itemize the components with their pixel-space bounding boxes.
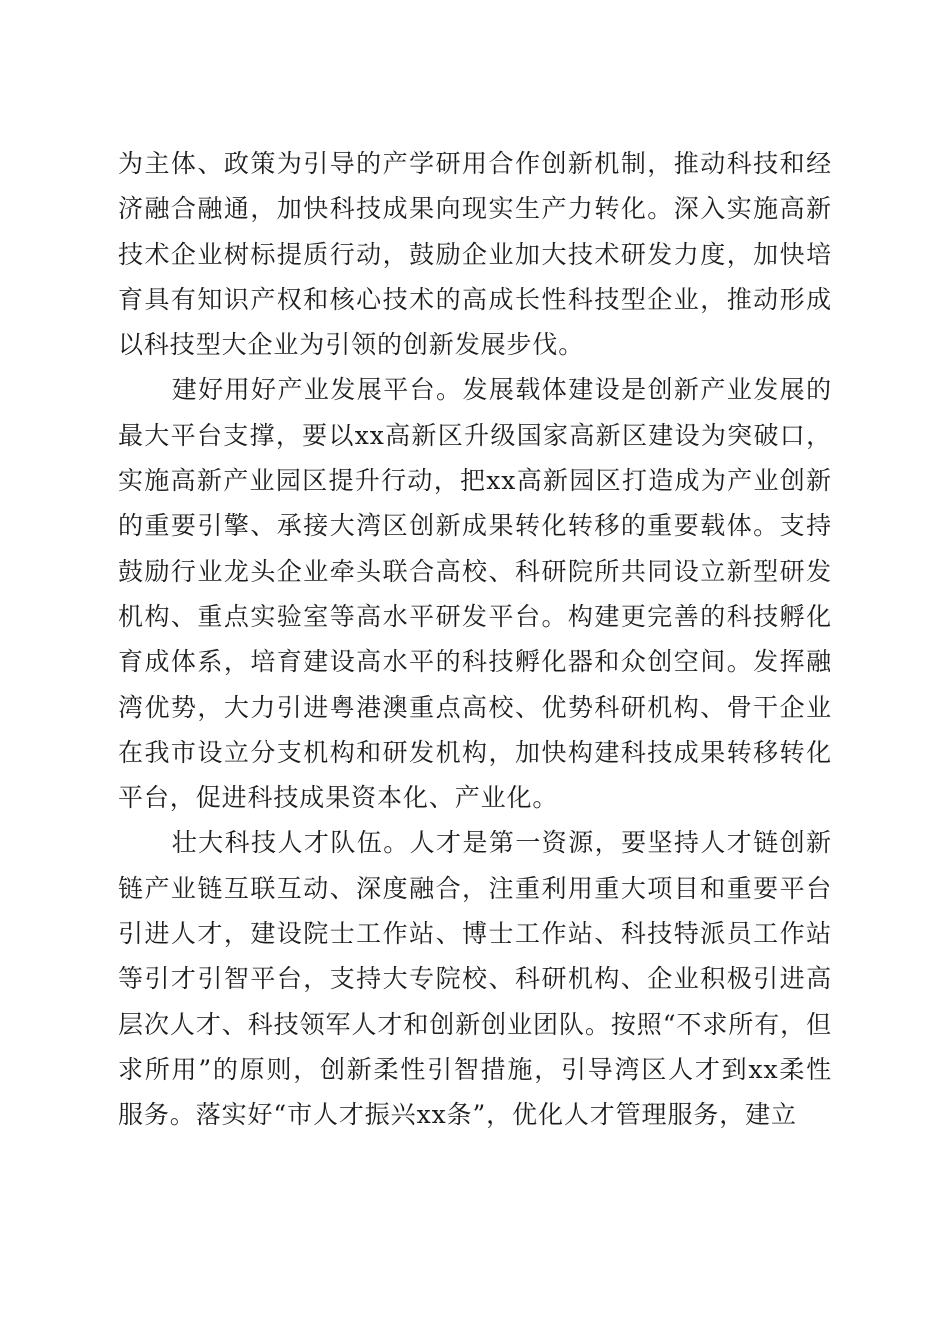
- paragraph-industry-platform: 建好用好产业发展平台。发展载体建设是创新产业发展的最大平台支撑，要以xx高新区升级国家高新区建设为突破口，实施高新产业园区提升行动，把xx高新园区打造成为产业创新的重要引擎、承接大湾区创新成果转化转移的重要载体。支持鼓励行业龙头企业牵头联合高校、科研院所共同设立新型研发机构、重点实验室等高水平研发平台。构建更完善的科技孵化育成体系，培育建设高水平的科技孵化器和众创空间。发挥融湾优势，大力引进粤港澳重点高校、优势科研机构、骨干企业在我市设立分支机构和研发机构，加快构建科技成果转移转化平台，促进科技成果资本化、产业化。: [118, 375, 832, 813]
- paragraph-talent-team: 壮大科技人才队伍。人才是第一资源，要坚持人才链创新链产业链互联互动、深度融合，注重利用重大项目和重要平台引进人才，建设院士工作站、博士工作站、科技特派员工作站等引才引智平台，支持大专院校、科研机构、企业积极引进高层次人才、科技领军人才和创新创业团队。按照“不求所有，但求所用”的原则，创新柔性引智措施，引导湾区人才到xx柔性服务。落实好“市人才振兴xx条”，优化人才管理服务，建立: [118, 828, 832, 1130]
- paragraph-continuation: 为主体、政策为引导的产学研用合作创新机制，推动科技和经济融合融通，加快科技成果向现实生产力转化。深入实施高新技术企业树标提质行动，鼓励企业加大技术研发力度，加快培育具有知识产权和核心技术的高成长性科技型企业，推动形成以科技型大企业为引领的创新发展步伐。: [118, 149, 832, 360]
- document-body: [118, 141, 832, 1138]
